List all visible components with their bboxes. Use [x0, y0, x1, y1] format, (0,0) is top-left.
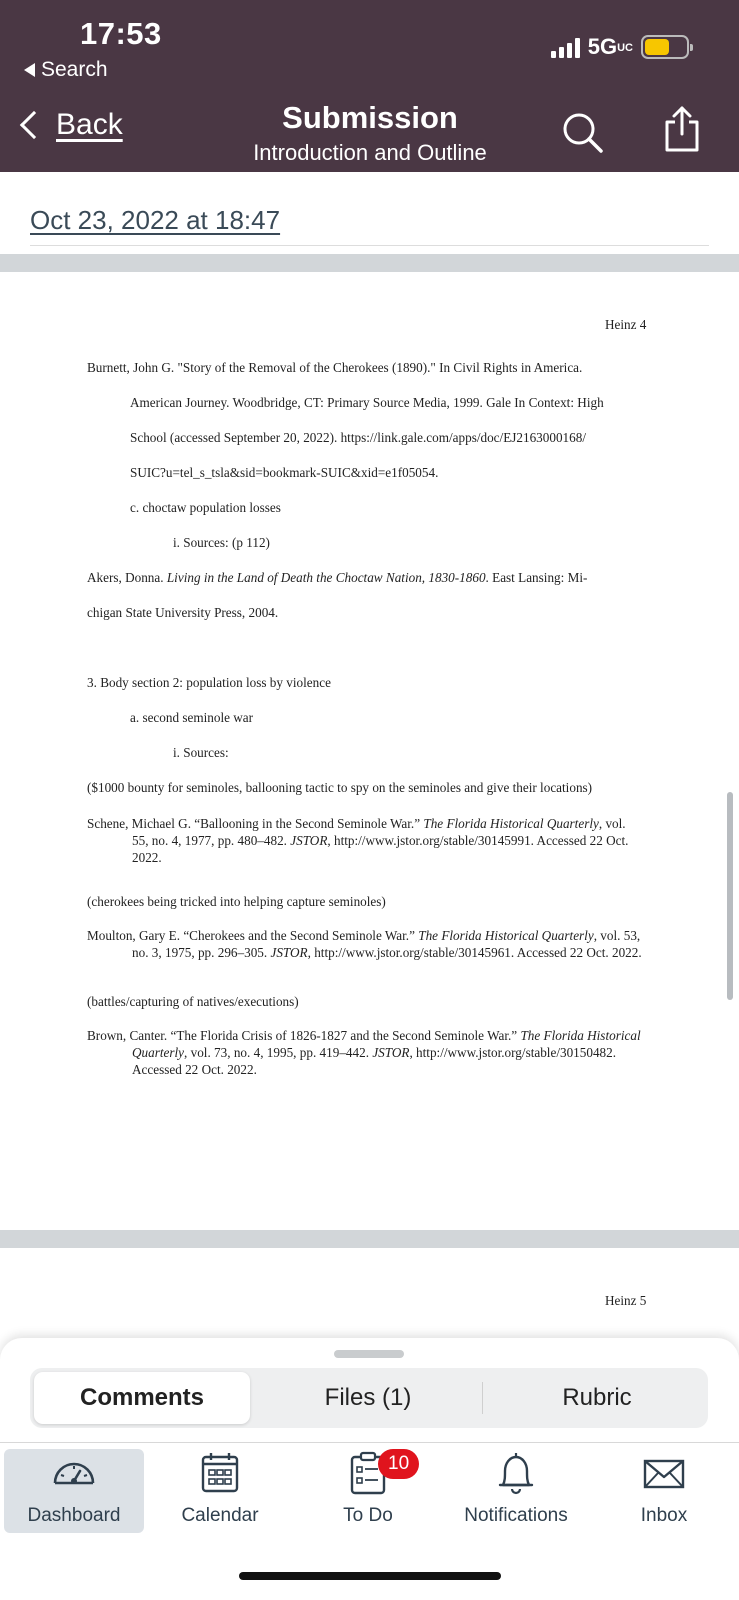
dashboard-gauge-icon — [49, 1451, 99, 1495]
todo-count-badge: 10 — [378, 1449, 419, 1479]
segment-separator — [482, 1382, 483, 1414]
page-separator — [0, 254, 739, 272]
status-indicators — [551, 34, 689, 60]
back-to-app-label: Search — [41, 58, 108, 81]
page-title: Submission — [282, 100, 458, 135]
status-time: 17:53 — [80, 16, 162, 51]
app-header — [0, 0, 739, 172]
share-icon[interactable] — [662, 104, 702, 154]
citation-burnett-line3: School (accessed September 20, 2022). https://link.gale.com/apps/doc/EJ2163000168/ — [130, 430, 586, 445]
calendar-icon — [195, 1451, 245, 1495]
outline-body2-heading: 3. Body section 2: population loss by violence — [87, 675, 331, 690]
sheet-segmented-control — [30, 1368, 708, 1428]
citation-akers-line1: Akers, Donna. Living in the Land of Death the Choctaw Nation, 1830-1860. East Lansing: Mi- — [87, 570, 588, 585]
scrollbar[interactable] — [727, 792, 733, 1000]
document-page — [0, 290, 739, 1230]
sheet-grabber-handle[interactable] — [334, 1350, 404, 1358]
citation-moulton: Moulton, Gary E. “Cherokees and the Second Seminole War.” The Florida Historical Quarterly, vol. 53, no. 3, 1975, pp. 296–305. JSTOR, http://www.jstor.org/stable/30145961. Accessed 22 Oct. 2022. — [87, 928, 642, 960]
search-icon[interactable] — [560, 110, 604, 154]
outline-seminole-sources: i. Sources: — [173, 745, 229, 760]
citation-burnett-line4: SUIC?u=tel_s_tsla&sid=bookmark-SUIC&xid=e1f05054. — [130, 465, 439, 480]
back-to-app-button[interactable] — [24, 58, 108, 82]
tab-notifications[interactable] — [446, 1449, 586, 1533]
divider — [30, 245, 709, 246]
signal-icon — [551, 36, 580, 58]
note-battles: (battles/capturing of natives/executions) — [87, 994, 299, 1009]
chevron-left-icon — [20, 111, 48, 139]
tab-dashboard[interactable] — [4, 1449, 144, 1533]
back-button[interactable] — [16, 108, 123, 142]
next-page-header: Heinz 5 — [605, 1293, 647, 1308]
note-cherokees: (cherokees being tricked into helping capture seminoles) — [87, 894, 386, 909]
tab-calendar[interactable] — [150, 1449, 290, 1533]
citation-burnett-line2: American Journey. Woodbridge, CT: Primary Source Media, 1999. Gale In Context: High — [130, 395, 604, 410]
segment-files[interactable]: Files (1) — [324, 1384, 412, 1411]
outline-choctaw-heading: c. choctaw population losses — [130, 500, 281, 515]
tab-dashboard-label: Dashboard — [27, 1505, 121, 1526]
outline-seminole-heading: a. second seminole war — [130, 710, 254, 725]
page-title-block — [220, 100, 520, 166]
tab-inbox-label: Inbox — [640, 1505, 688, 1526]
page-subtitle: Introduction and Outline — [253, 140, 487, 165]
home-indicator[interactable] — [239, 1572, 501, 1580]
citation-brown: Brown, Canter. “The Florida Crisis of 1826-1827 and the Second Seminole War.” The Florida Historical Quarterly, vol. 73, no. 4, 1995, pp. 419–442. JSTOR, http://www.jstor.org/stable/30150482. Accessed 22 Oct. 2022. — [87, 1028, 641, 1077]
envelope-icon — [639, 1451, 689, 1495]
network-indicator: 5GUC — [587, 34, 633, 59]
citation-schene: Schene, Michael G. “Ballooning in the Second Seminole War.” The Florida Historical Quarterly, vol. 55, no. 4, 1977, pp. 480–482. JSTOR, http://www.jstor.org/stable/30145991. Accessed 22 Oct. 2022. — [87, 816, 629, 865]
citation-burnett-line1: Burnett, John G. "Story of the Removal of the Cherokees (1890)." In Civil Rights in America. — [87, 360, 583, 375]
back-button-label: Back — [56, 108, 123, 141]
segment-comments[interactable]: Comments — [34, 1372, 250, 1424]
submission-date-link[interactable]: Oct 23, 2022 at 18:47 — [30, 205, 281, 235]
page-header: Heinz 4 — [605, 317, 647, 332]
outline-choctaw-sources: i. Sources: (p 112) — [173, 535, 270, 550]
back-triangle-icon — [24, 63, 35, 77]
page-separator-2 — [0, 1230, 739, 1248]
tab-calendar-label: Calendar — [181, 1505, 259, 1526]
tab-todo-label: To Do — [343, 1505, 393, 1526]
tab-todo[interactable] — [298, 1449, 438, 1533]
tab-inbox[interactable] — [594, 1449, 734, 1533]
note-bounty: ($1000 bounty for seminoles, ballooning tactic to spy on the seminoles and give their locations) — [87, 780, 593, 795]
segment-rubric[interactable]: Rubric — [562, 1384, 632, 1411]
bell-icon — [491, 1451, 541, 1495]
citation-akers-line2: chigan State University Press, 2004. — [87, 605, 279, 620]
battery-icon — [641, 35, 689, 59]
tab-notifications-label: Notifications — [464, 1505, 568, 1526]
